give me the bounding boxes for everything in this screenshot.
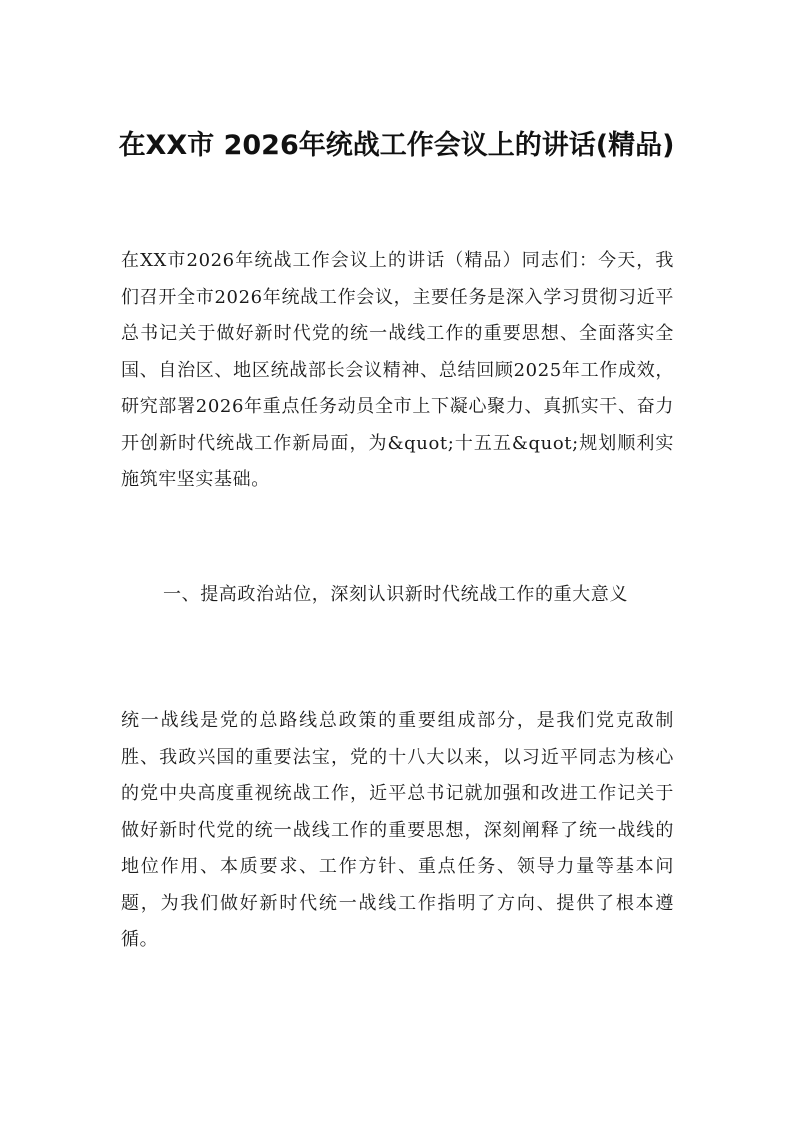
body-paragraph-1: 统一战线是党的总路线总政策的重要组成部分，是我们党克敌制胜、我政兴国的重要法宝，党的十八大以来，以习近平同志为核心的党中央高度重视统战工作，近平总书记就加强和改进工作记关于做好新时代党的统一战线工作的重要思想，深刻阐释了统一战线的地位作用、本质要求、工作方针、重点任务、领导力量等基本问题，为我们做好新时代统一战线工作指明了方向、提供了根本遵循。 [121,710,674,950]
section-heading-1: 一、提高政治站位，深刻认识新时代统战工作的重大意义 [163,584,628,605]
intro-paragraph: 在XX市2026年统战工作会议上的讲话（精品）同志们：今天，我们召开全市2026年统战工作会议，主要任务是深入学习贯彻习近平总书记关于做好新时代党的统一战线工作的重要思想、全面落实全国、自治区、地区统战部长会议精神、总结回顾2025年工作成效，研究部署2026年重点任务动员全市上下凝心聚力、真抓实干、奋力开创新时代统战工作新局面，为&quot;十五五&quot;规划顺利实施筑牢坚实基础。 [121,250,674,490]
document-title: 在XX市 2026年统战工作会议上的讲话(精品) [118,130,675,161]
